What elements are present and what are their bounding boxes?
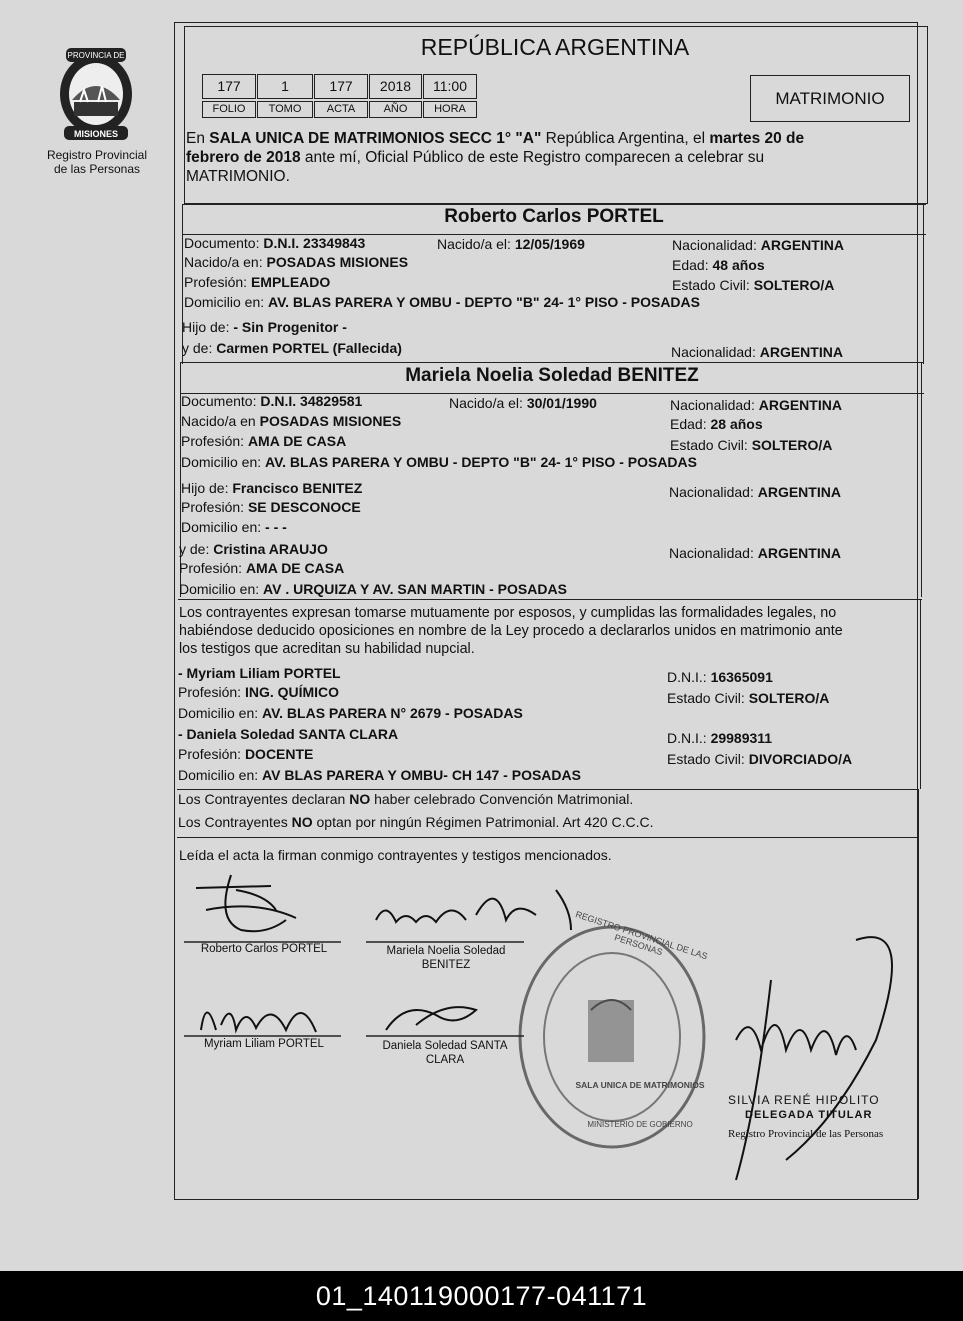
signature-roberto	[196, 875, 296, 931]
spouse2-document: Documento: D.N.I. 34829581	[181, 393, 363, 409]
document-code-bar	[0, 1271, 963, 1321]
divider	[180, 362, 924, 363]
spouse1-birthplace: Nacido/a en: POSADAS MISIONES	[184, 254, 409, 270]
spouse2-nationality: Nacionalidad: ARGENTINA	[670, 397, 842, 413]
page-title: REPÚBLICA ARGENTINA	[420, 34, 690, 60]
signature-myriam	[201, 1013, 316, 1033]
spouse2-mother-profession: Profesión: AMA DE CASA	[179, 560, 345, 576]
convention-line-1: Los Contrayentes declaran NO haber celebrado Convención Matrimonial.	[178, 791, 634, 807]
spouse1-name: Roberto Carlos PORTEL	[444, 206, 664, 227]
tomo-label: TOMO	[257, 101, 313, 118]
date-part-2: febrero de 2018	[186, 149, 301, 166]
witness2-address: Domicilio en: AV BLAS PARERA Y OMBU- CH 147 - POSADAS	[178, 767, 581, 783]
stamp-ring-text: REGISTRO PROVINCIAL DE LAS PERSONAS	[574, 909, 709, 962]
signatures-area	[176, 860, 916, 1195]
official-org: Registro Provincial de las Personas	[728, 1128, 884, 1140]
witness2-civil-status: Estado Civil: DIVORCIADO/A	[667, 751, 853, 767]
date-part-1: martes 20 de	[709, 130, 805, 147]
spouse2-profession: Profesión: AMA DE CASA	[181, 433, 347, 449]
witness1-civil-status: Estado Civil: SOLTERO/A	[667, 690, 830, 706]
declaration-text: Los contrayentes expresan tomarse mutuamente por esposos, y cumplidas las formalidades legales, no habiéndose deducido oposiciones en nombre de la Ley procedo a declararlos unidos en matrimonio ante los testigos que acreditan su habilidad nupcial.	[179, 605, 843, 657]
spouse1-civil-status: Estado Civil: SOLTERO/A	[672, 277, 835, 293]
closing-text: Leída el acta la firman conmigo contrayentes y testigos mencionados.	[179, 847, 612, 863]
tomo-value: 1	[257, 74, 313, 99]
hora-label: HORA	[423, 101, 477, 118]
spouse2-father: Hijo de: Francisco BENITEZ	[181, 480, 363, 496]
hora-value: 11:00	[423, 74, 477, 99]
spouse2-address: Domicilio en: AV. BLAS PARERA Y OMBU - DEPTO "B" 24- 1° PISO - POSADAS	[181, 454, 697, 470]
spouse2-birthplace: Nacido/a en POSADAS MISIONES	[181, 413, 402, 429]
spouse1-nationality: Nacionalidad: ARGENTINA	[672, 237, 844, 253]
official-name: SILVIA RENÉ HIPOLITO	[728, 1093, 880, 1107]
stamp-inner-text: SALA UNICA DE MATRIMONIOS	[575, 1080, 705, 1090]
intro-paragraph	[186, 129, 924, 186]
intro-text-4: MATRIMONIO.	[186, 168, 290, 185]
witness2-name: - Daniela Soledad SANTA CLARA	[178, 726, 399, 742]
registry-label	[32, 148, 162, 176]
spouse1-profession: Profesión: EMPLEADO	[184, 274, 331, 290]
spouse1-document: Documento: D.N.I. 23349843	[184, 235, 366, 251]
spouse1-mother-nationality: Nacionalidad: ARGENTINA	[671, 344, 843, 360]
signature-daniela	[386, 1007, 476, 1030]
divider	[920, 599, 921, 789]
act-type-box	[750, 75, 910, 122]
spouse2-birthdate: Nacido/a el: 30/01/1990	[449, 395, 597, 411]
spouse2-mother-address: Domicilio en: AV . URQUIZA Y AV. SAN MARTIN - POSADAS	[179, 581, 567, 597]
folio-label: FOLIO	[202, 101, 256, 118]
divider	[918, 789, 919, 1199]
divider	[921, 362, 922, 597]
signature-label-myriam: Myriam Liliam PORTEL	[204, 1038, 324, 1050]
act-type: MATRIMONIO	[775, 89, 885, 108]
witness1-profession: Profesión: ING. QUÍMICO	[178, 684, 340, 700]
official-title: DELEGADA TITULAR	[745, 1109, 873, 1121]
signature-official	[736, 937, 892, 1180]
registry-line-1: Registro Provincial	[46, 148, 148, 162]
stamp-bottom-text: MINISTERIO DE GOBIERNO	[587, 1120, 693, 1129]
spouse1-age: Edad: 48 años	[672, 257, 765, 273]
divider	[177, 837, 919, 838]
witness2-profession: Profesión: DOCENTE	[178, 746, 314, 762]
divider	[178, 599, 922, 600]
spouse1-father: Hijo de: - Sin Progenitor -	[182, 319, 347, 335]
intro-text-2: República Argentina, el	[541, 130, 710, 147]
signature-label-roberto: Roberto Carlos PORTEL	[200, 943, 328, 955]
signature-mariela	[376, 890, 571, 930]
ano-value: 2018	[369, 74, 422, 99]
witness1-dni: D.N.I.: 16365091	[667, 669, 773, 685]
intro-text-1: En	[186, 130, 210, 147]
spouse2-age: Edad: 28 años	[670, 416, 763, 432]
convention-line-2: Los Contrayentes NO optan por ningún Régimen Patrimonial. Art 420 C.C.C.	[178, 814, 654, 830]
spouse1-birthdate: Nacido/a el: 12/05/1969	[437, 236, 585, 252]
ano-label: AÑO	[369, 101, 422, 118]
spouse2-mother: y de: Cristina ARAUJO	[179, 541, 328, 557]
spouse2-father-profession: Profesión: SE DESCONOCE	[181, 499, 361, 515]
registry-line-2: de las Personas	[53, 162, 141, 176]
folio-value: 177	[202, 74, 256, 99]
document-code: 01_140119000177-041171	[315, 1281, 648, 1311]
divider	[182, 204, 926, 205]
spouse1-mother: y de: Carmen PORTEL (Fallecida)	[182, 340, 402, 356]
spouse2-mother-nationality: Nacionalidad: ARGENTINA	[669, 545, 841, 561]
spouse2-civil-status: Estado Civil: SOLTERO/A	[670, 437, 833, 453]
witness1-name: - Myriam Liliam PORTEL	[178, 665, 341, 681]
signature-label-daniela: Daniela Soledad SANTA CLARA	[382, 1040, 508, 1066]
acta-label: ACTA	[314, 101, 368, 118]
divider	[923, 204, 924, 364]
seal-bottom-text: MISIONES	[73, 129, 119, 139]
spouse1-address: Domicilio en: AV. BLAS PARERA Y OMBU - DEPTO "B" 24- 1° PISO - POSADAS	[184, 294, 700, 310]
province-seal	[50, 42, 142, 142]
office-name: SALA UNICA DE MATRIMONIOS SECC 1° "A"	[209, 130, 542, 147]
spouse2-father-address: Domicilio en: - - -	[181, 519, 287, 535]
divider	[177, 789, 919, 790]
seal-top-text: PROVINCIA DE	[67, 51, 125, 60]
acta-value: 177	[314, 74, 368, 99]
witness1-address: Domicilio en: AV. BLAS PARERA N° 2679 - POSADAS	[178, 705, 523, 721]
signature-label-mariela: Mariela Noelia Soledad BENITEZ	[386, 945, 506, 971]
spouse2-father-nationality: Nacionalidad: ARGENTINA	[669, 484, 841, 500]
intro-text-3: ante mí, Oficial Público de este Registro comparecen a celebrar su	[300, 149, 765, 166]
spouse2-name: Mariela Noelia Soledad BENITEZ	[405, 365, 699, 386]
witness2-dni: D.N.I.: 29989311	[667, 730, 773, 746]
